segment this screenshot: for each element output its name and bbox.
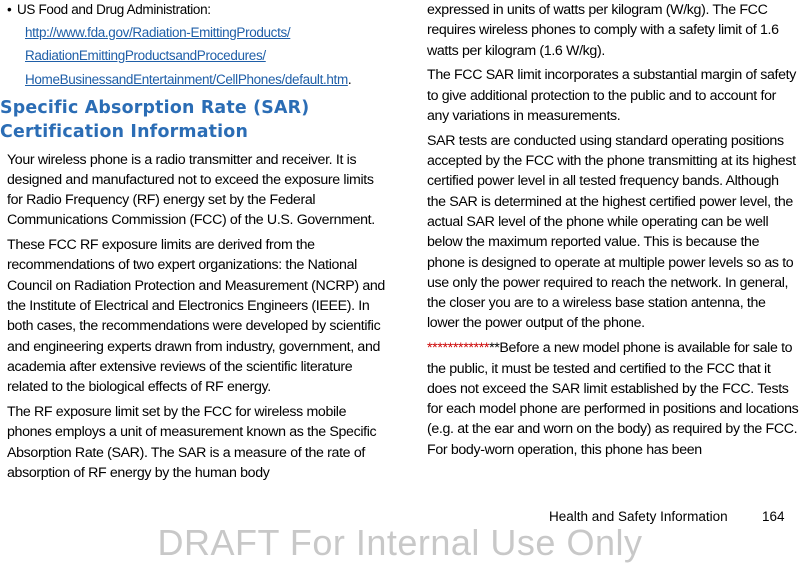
paragraph-sar-tests: SAR tests are conducted using standard operating positions accepted by the FCC with the phone transmitting at its highest certified power level in all tested frequency bands. Although the SAR is determined at the highest certified power level, the actual SAR level of the phone while operating can be well below the maximum reported value. This is because the phone is designed to operate at multiple power levels so as to use only the power required to reach the network. In general, the closer you are to a wireless base station antenna, the lower the power output of the phone.: [427, 132, 796, 332]
page-number: 164: [762, 509, 785, 524]
fda-link-line-1[interactable]: http://www.fda.gov/Radiation-EmittingProducts/: [25, 24, 291, 40]
footer-section-title: Health and Safety Information: [549, 509, 728, 524]
paragraph-certification-text: **Before a new model phone is available for sale to the public, it must be tested and certified to the FCC that it does not exceed the SAR limit established by the FCC. Tests for each model phone are performed in positions and locations (e.g. at the ear and worn on the body) as required by the FCC. For body-worn operation, this phone has been: [427, 340, 799, 458]
right-column: [427, 0, 800, 465]
left-column: [0, 0, 392, 488]
paragraph-intro: Your wireless phone is a radio transmitter and receiver. It is designed and manufactured not to exceed the exposure limits for Radio Frequency (RF) energy set by the Federal Communications Commission (FCC) of the U.S. Government.: [7, 151, 375, 229]
fda-bullet-label: US Food and Drug Administration:: [17, 2, 211, 17]
paragraph-margin: The FCC SAR limit incorporates a substantial margin of safety to give additional protection to the public and to account for any variations in measurements.: [427, 67, 796, 124]
paragraph-limits: These FCC RF exposure limits are derived from the recommendations of two expert organizations: the National Council on Radiation Protection and Measurement (NCRP) and the Institute of Electrical and Electronics Engineers (IEEE). In both cases, the recommendations were developed by scientific and engineering experts drawn from industry, government, and academia after extensive reviews of the scientific literature related to the biological effects of RF energy.: [7, 237, 385, 396]
link-trailing-period: .: [347, 71, 352, 87]
paragraph-sar-unit: The RF exposure limit set by the FCC for wireless mobile phones employs a unit of measurement known as the Specific Absorption Rate (SAR). The SAR is a measure of the rate of absorption of RF energy by the human body: [7, 404, 377, 481]
bullet-icon: •: [7, 2, 12, 17]
paragraph-wkg: expressed in units of watts per kilogram (W/kg). The FCC requires wireless phones to comply with a safety limit of 1.6 watts per kilogram (1.6 W/kg).: [427, 2, 779, 59]
section-heading-line-2: Certification Information: [0, 121, 249, 142]
asterisks-marker: ************: [427, 340, 490, 357]
section-heading: [0, 96, 392, 144]
paragraph-certification: [427, 338, 800, 460]
fda-link-line-3[interactable]: HomeBusinessandEntertainment/CellPhones/default.htm: [25, 71, 348, 87]
draft-watermark: DRAFT For Internal Use Only: [157, 522, 643, 563]
fda-link-line-2[interactable]: RadiationEmittingProductsandProcedures/: [25, 48, 266, 63]
section-heading-line-1: Specific Absorption Rate (SAR): [0, 97, 310, 118]
fda-bullet: [0, 0, 392, 91]
